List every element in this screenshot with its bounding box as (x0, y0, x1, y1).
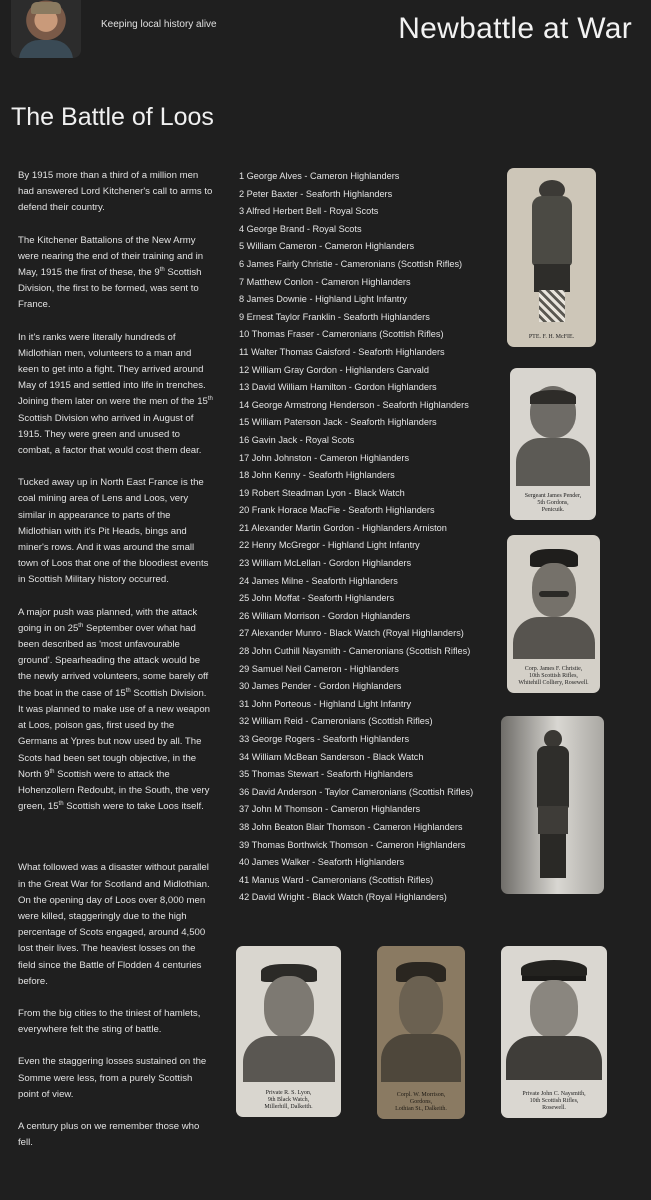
photo-caption (501, 1091, 607, 1112)
photo-caption-line: 10th Scottish Rifles, (529, 673, 578, 679)
site-logo-portrait[interactable] (11, 0, 81, 58)
story-paragraph: It was planned to make use of a new weapon at Loos, poison gas, first used by the Germans at Ypres but now used by all. The Scots had been set tough objective, in the North 9th Scottish were to attack the Hohenzollern Redoubt, in the South, the very green, 15th Scottish were to take Loos itself. (18, 703, 210, 813)
story-paragraph: In it's ranks were literally hundreds of Midlothian men, volunteers to a man and keen to get into a fight. They arrived around May of 1915 and settled into life in trenches. Joining them later on were the men of the 15th Scottish Division who arrived in August of 1915. They were green and unused to combat, a factor that would cost them dear. (18, 331, 213, 457)
story-paragraph: Tucked away up in North East France is the coal mining area of Lens and Loos, very similar in appearance to parts of the Midlothian with it's Pit Heads, bings and miner's rows. And it was around the small town of Loos that one of the bloodiest events in Scottish Military history occurred. (18, 477, 209, 586)
roll-entry: 27 Alexander Munro - Black Watch (Royal Highlanders) (239, 628, 464, 639)
roll-entry: 36 David Anderson - Taylor Cameronians (Scottish Rifles) (239, 786, 474, 797)
roll-entry: 33 George Rogers - Seaforth Highlanders (239, 734, 410, 744)
roll-entry: 42 David Wright - Black Watch (Royal Highlanders) (239, 892, 447, 903)
story-paragraph: The Kitchener Battalions of the New Army were nearing the end of their training and in May, 1915 the first of these, the 9th Scottish Division, the first to be formed, was sent to France. (18, 234, 204, 311)
roll-entry: 3 Alfred Herbert Bell - Royal Scots (239, 206, 379, 217)
soldier-photo-lyon (236, 946, 341, 1117)
story-paragraph: A major push was planned, with the attack going in on 25th September over what had been described as 'most unfavourable ground'. Spearheading the attack would be the newly arrived volunteers, some barely off the boat in the case of 15th Scottish Division. (18, 606, 209, 699)
roll-entry: 41 Manus Ward - Cameronians (Scottish Rifles) (239, 874, 434, 885)
roll-entry: 11 Walter Thomas Gaisford - Seaforth Highlanders (239, 346, 445, 357)
roll-entry: 17 John Johnston - Cameron Highlanders (239, 452, 410, 463)
story-paragraph: By 1915 more than a third of a million men had answered Lord Kitchener's call to arms to defend their country. (18, 170, 213, 214)
photo-caption (377, 1092, 465, 1113)
story-paragraph: A century plus on we remember those who fell. (18, 1120, 200, 1149)
roll-entry: 32 William Reid - Cameronians (Scottish Rifles) (239, 716, 433, 727)
roll-entry: 37 John M Thomson - Cameron Highlanders (239, 804, 421, 815)
roll-entry: 38 John Beaton Blair Thomson - Cameron Highlanders (239, 821, 463, 832)
photo-caption-line: Private R. S. Lyon, (265, 1090, 312, 1096)
photo-caption-line: 5th Gordons, (537, 500, 569, 506)
roll-entry: 8 James Downie - Highland Light Infantry (239, 294, 408, 305)
soldier-photo-naysmith (501, 946, 607, 1118)
roll-entry: 15 William Paterson Jack - Seaforth Highlanders (239, 417, 437, 428)
photo-caption-line: Millerhill, Dalkeith. (264, 1104, 313, 1110)
photo-caption-line: Corp. James F. Christie, (524, 666, 583, 672)
photo-caption-line: PTE. F. H. McFIE. (528, 334, 575, 340)
roll-entry: 12 William Gray Gordon - Highlanders Garvald (239, 364, 429, 375)
roll-entry: 22 Henry McGregor - Highland Light Infantry (239, 540, 420, 551)
roll-entry: 29 Samuel Neil Cameron - Highlanders (239, 663, 399, 674)
photo-caption-line: Private John C. Naysmith, (522, 1091, 586, 1097)
soldier-photo-mcfie (507, 168, 596, 347)
roll-entry: 5 William Cameron - Cameron Highlanders (239, 241, 415, 252)
roll-entry: 14 George Armstrong Henderson - Seaforth Highlanders (239, 399, 469, 410)
roll-entry: 2 Peter Baxter - Seaforth Highlanders (239, 188, 393, 199)
roll-entry: 31 John Porteous - Highland Light Infantry (239, 698, 412, 709)
photo-caption (510, 493, 596, 514)
photo-caption-line: Gordons, (409, 1099, 433, 1105)
soldier-photo-standing (501, 716, 604, 894)
roll-entry: 39 Thomas Borthwick Thomson - Cameron Highlanders (239, 839, 466, 850)
site-title[interactable]: Newbattle at War (398, 12, 632, 45)
page-title: The Battle of Loos (11, 103, 214, 131)
photo-caption (507, 666, 600, 687)
story-text (18, 168, 214, 1167)
roll-entry: 13 David William Hamilton - Gordon Highlanders (239, 382, 437, 393)
roll-entry: 7 Matthew Conlon - Cameron Highlanders (239, 276, 411, 287)
roll-entry: 23 William McLellan - Gordon Highlanders (239, 558, 412, 569)
roll-entry: 18 John Kenny - Seaforth Highlanders (239, 470, 395, 481)
photo-caption-line: Rosewell. (542, 1105, 566, 1111)
photo-caption-line: Penicuik. (541, 507, 565, 513)
story-paragraph: What followed was a disaster without parallel in the Great War for Scotland and Midlothian. On the opening day of Loos over 8,000 men were killed, staggeringly due to the high percentage of Scots engaged, around 4,500 lost their lives. The heaviest losses on the field since the Battle of Flodden 4 centuries before. (18, 862, 210, 987)
roll-entry: 4 George Brand - Royal Scots (239, 223, 362, 234)
photo-caption-line: 10th Scottish Rifles, (529, 1098, 579, 1104)
soldier-photo-morrison (377, 946, 465, 1119)
roll-entry: 9 Ernest Taylor Franklin - Seaforth Highlanders (239, 311, 430, 322)
story-paragraph: Even the staggering losses sustained on the Somme were less, from a purely Scottish point of view. (18, 1056, 207, 1100)
site-header (0, 0, 651, 70)
roll-entry: 24 James Milne - Seaforth Highlanders (239, 575, 398, 586)
roll-entry: 25 John Moffat - Seaforth Highlanders (239, 593, 395, 604)
photo-caption-line: Lothian St., Dalkeith. (395, 1106, 447, 1112)
site-tagline: Keeping local history alive (101, 19, 217, 30)
roll-entry: 30 James Pender - Gordon Highlanders (239, 681, 402, 692)
soldier-photo-pender (510, 368, 596, 520)
roll-entry: 10 Thomas Fraser - Cameronians (Scottish Rifles) (239, 329, 444, 340)
story-paragraph: From the big cities to the tiniest of hamlets, everywhere felt the sting of battle. (18, 1007, 201, 1036)
roll-entry: 20 Frank Horace MacFie - Seaforth Highlanders (239, 505, 435, 516)
roll-entry: 35 Thomas Stewart - Seaforth Highlanders (239, 769, 413, 780)
soldier-photo-christie (507, 535, 600, 693)
photo-caption (236, 1090, 341, 1111)
roll-entry: 40 James Walker - Seaforth Highlanders (239, 857, 405, 868)
photo-caption-line: Corpl. W. Morrison, (396, 1092, 446, 1098)
roll-entry: 16 Gavin Jack - Royal Scots (239, 434, 355, 445)
roll-entry: 6 James Fairly Christie - Cameronians (Scottish Rifles) (239, 258, 463, 269)
roll-of-honour-list (239, 168, 501, 907)
roll-entry: 1 George Alves - Cameron Highlanders (239, 171, 400, 181)
photo-caption-line: Sergeant James Pender, (524, 493, 582, 499)
roll-entry: 21 Alexander Martin Gordon - Highlanders Arniston (239, 522, 447, 533)
photo-caption (507, 334, 596, 341)
roll-entry: 19 Robert Steadman Lyon - Black Watch (239, 487, 405, 498)
roll-entry: 34 William McBean Sanderson - Black Watch (239, 751, 424, 762)
photo-caption-line: 9th Black Watch, (267, 1097, 310, 1103)
roll-entry: 28 John Cuthill Naysmith - Cameronians (Scottish Rifles) (239, 646, 471, 657)
roll-entry: 26 William Morrison - Gordon Highlanders (239, 610, 411, 621)
photo-caption-line: Whitehill Colliery, Rosewell. (518, 680, 589, 686)
